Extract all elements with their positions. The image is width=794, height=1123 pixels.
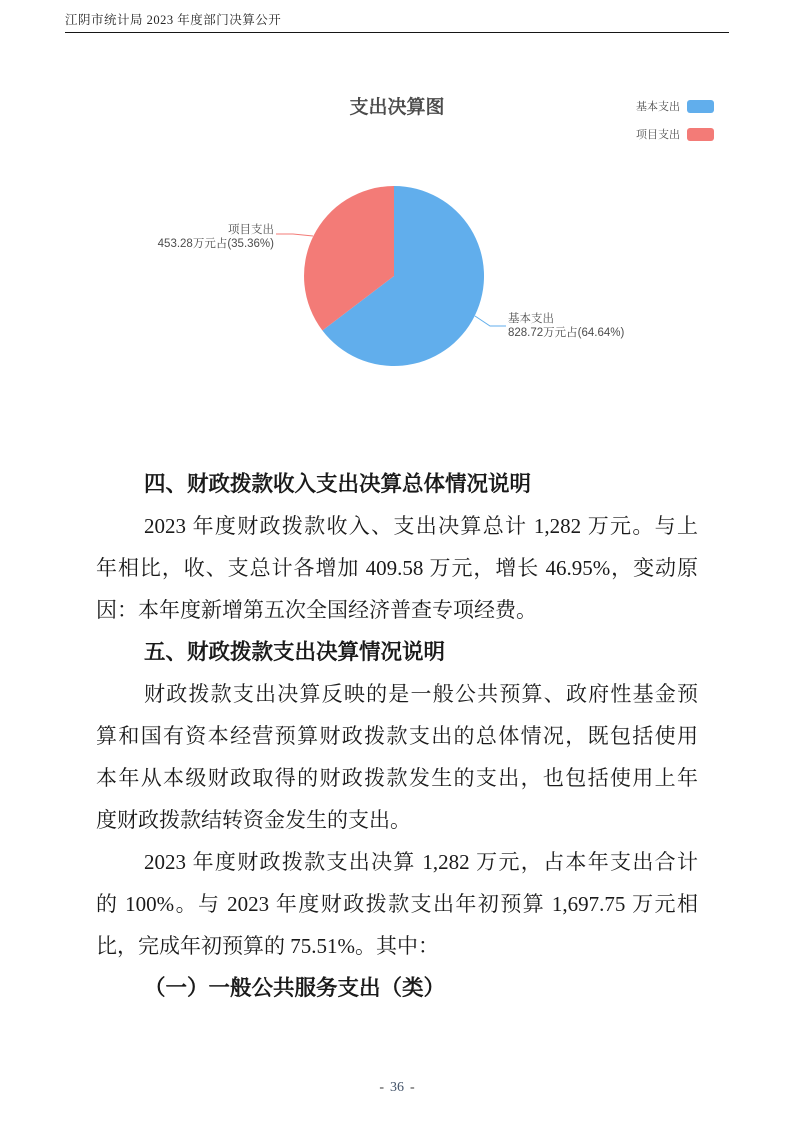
pie-label-项目支出-value: 453.28万元占(35.36%) bbox=[157, 238, 274, 250]
subsection-heading: （一）一般公共服务支出（类） bbox=[144, 976, 446, 1000]
section-heading-4: 四、财政拨款收入支出决算总体情况说明 bbox=[144, 472, 532, 496]
page-number: 36 bbox=[390, 1080, 404, 1095]
page-footer bbox=[0, 1080, 794, 1096]
pie-label-基本支出-value: 828.72万元占(64.64%) bbox=[508, 327, 625, 339]
paragraph-line: 年相比，收、支总计各增加 409.58 万元，增长 46.95%，变动原 bbox=[96, 556, 698, 580]
paragraph-line: 因：本年度新增第五次全国经济普查专项经费。 bbox=[96, 598, 537, 622]
pie-label-基本支出-name: 基本支出 bbox=[508, 313, 554, 325]
footer-dash-right: - bbox=[410, 1080, 415, 1095]
document-body bbox=[96, 463, 698, 1009]
chart-title: 支出决算图 bbox=[349, 97, 445, 118]
page-header-title: 江阴市统计局 2023 年度部门决算公开 bbox=[65, 13, 282, 27]
pie-chart-svg bbox=[0, 84, 794, 430]
label-leader-line-基本支出 bbox=[475, 316, 506, 326]
paragraph-line: 度财政拨款结转资金发生的支出。 bbox=[96, 808, 411, 832]
legend-label-project: 项目支出 bbox=[636, 129, 680, 141]
legend-label-basic: 基本支出 bbox=[636, 101, 680, 113]
pie-label-项目支出-name: 项目支出 bbox=[228, 224, 274, 236]
section-heading-5: 五、财政拨款支出决算情况说明 bbox=[144, 640, 446, 664]
paragraph-line: 2023 年度财政拨款收入、支出决算总计 1,282 万元。与上 bbox=[144, 514, 698, 538]
page-header bbox=[65, 10, 729, 33]
paragraph-line: 算和国有资本经营预算财政拨款支出的总体情况，既包括使用 bbox=[96, 724, 698, 748]
paragraph-line: 的 100%。与 2023 年度财政拨款支出年初预算 1,697.75 万元相 bbox=[96, 892, 698, 916]
paragraph-line: 本年从本级财政取得的财政拨款发生的支出，也包括使用上年 bbox=[96, 766, 698, 790]
footer-dash-left: - bbox=[379, 1080, 384, 1095]
label-leader-line-项目支出 bbox=[276, 234, 313, 236]
paragraph-line: 比，完成年初预算的 75.51%。其中： bbox=[96, 934, 439, 958]
paragraph-line: 财政拨款支出决算反映的是一般公共预算、政府性基金预 bbox=[144, 682, 698, 706]
paragraph-line: 2023 年度财政拨款支出决算 1,282 万元，占本年支出合计 bbox=[144, 850, 698, 874]
expenditure-pie-chart bbox=[0, 84, 794, 430]
